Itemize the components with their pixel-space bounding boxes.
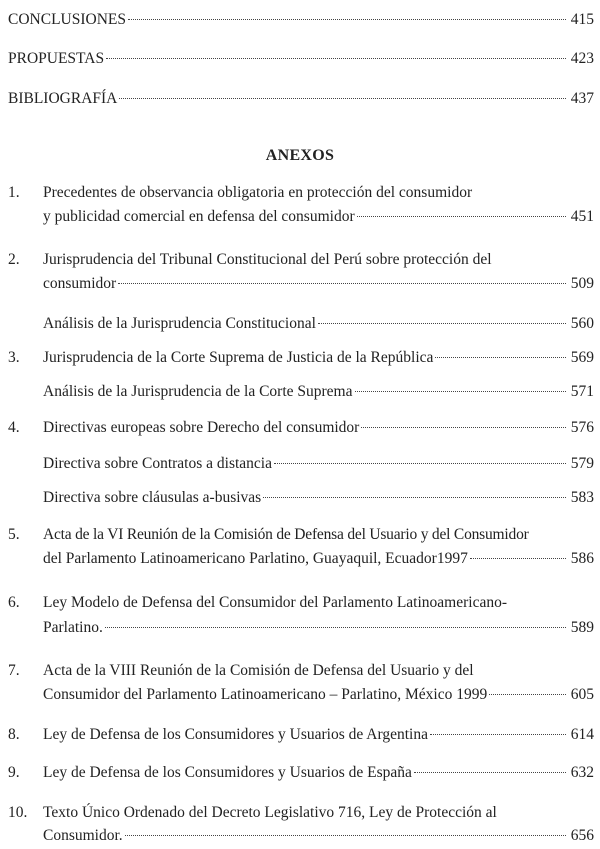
entry-number: 5. [8,526,20,543]
entry-title: BIBLIOGRAFÍA [8,90,118,107]
toc-subentry [0,381,600,403]
dot-leader [128,18,566,20]
toc-entry [0,9,600,31]
entry-title: Directiva sobre Contratos a distancia [43,455,272,472]
toc-entry-last-line [0,825,600,847]
entry-title: y publicidad comercial en defensa del consumidor [43,208,355,225]
toc-entry-last-line [0,617,600,639]
entry-number: 9. [8,764,20,781]
toc-entry [0,762,600,784]
entry-page: 614 [570,726,594,743]
dot-leader [430,733,566,735]
entry-title-line: Acta de la VIII Reunión de la Comisión de Defensa del Usuario y del [43,662,474,679]
dot-leader [357,215,566,217]
dot-leader [274,462,566,464]
entry-page: 560 [570,315,594,332]
dot-leader [318,322,566,324]
entry-title: Jurisprudencia de la Corte Suprema de Justicia de la República [43,349,434,366]
entry-title-line: Jurisprudencia del Tribunal Constitucional del Perú sobre protección del [43,251,492,268]
dot-leader [106,57,566,59]
toc-entry-last-line [0,548,600,570]
dot-leader [435,356,566,358]
entry-page: 605 [570,686,594,703]
entry-title: Ley de Defensa de los Consumidores y Usuarios de España [43,764,412,781]
entry-page: 656 [570,827,594,844]
annex-heading: ANEXOS [265,147,335,164]
entry-title-line: Precedentes de observancia obligatoria en protección del consumidor [43,184,473,201]
toc-entry-last-line [0,684,600,706]
toc-subentry [0,487,600,509]
dot-leader [489,693,566,695]
entry-title: Ley de Defensa de los Consumidores y Usuarios de Argentina [43,726,428,743]
entry-page: 423 [570,50,594,67]
toc-subentry [0,313,600,335]
dot-leader [118,282,566,284]
entry-number: 4. [8,419,20,436]
toc-entry [0,417,600,439]
entry-title: consumidor [43,275,117,292]
toc-entry [0,524,600,546]
entry-number: 10. [8,804,28,821]
entry-page: 583 [570,489,594,506]
entry-title: Análisis de la Jurisprudencia de la Corte Suprema [43,383,353,400]
entry-number: 3. [8,349,20,366]
entry-page: 632 [570,764,594,781]
entry-page: 571 [570,383,594,400]
entry-title-line: Acta de la VI Reunión de la Comisión de Defensa del Usuario y del Consumidor [43,526,529,543]
entry-title: Parlatino. [43,619,103,636]
toc-entry [0,724,600,746]
entry-title: Consumidor. [43,827,123,844]
entry-title: PROPUESTAS [8,50,105,67]
entry-number: 2. [8,251,20,268]
dot-leader [119,97,566,99]
toc-entry [0,182,600,204]
dot-leader [125,834,566,836]
entry-page: 437 [570,90,594,107]
toc-entry-last-line [0,206,600,228]
entry-page: 579 [570,455,594,472]
entry-number: 1. [8,184,20,201]
toc-entry [0,249,600,271]
entry-page: 509 [570,275,594,292]
entry-title: Análisis de la Jurisprudencia Constitucional [43,315,316,332]
dot-leader [470,557,566,559]
toc-entry [0,347,600,369]
entry-title-line: Ley Modelo de Defensa del Consumidor del Parlamento Latinoamericano- [43,594,507,611]
entry-title: del Parlamento Latinoamericano Parlatino, Guayaquil, Ecuador1997 [43,550,468,567]
dot-leader [355,390,567,392]
toc-entry [0,802,600,824]
entry-page: 451 [570,208,594,225]
entry-title: Directiva sobre cláusulas a-busivas [43,489,262,506]
toc-entry [0,48,600,70]
entry-number: 7. [8,662,20,679]
entry-page: 586 [570,550,594,567]
entry-number: 8. [8,726,20,743]
dot-leader [361,426,566,428]
entry-title-line: Texto Único Ordenado del Decreto Legislativo 716, Ley de Protección al [43,804,497,821]
dot-leader [263,496,566,498]
entry-page: 569 [570,349,594,366]
entry-number: 6. [8,594,20,611]
dot-leader [414,771,566,773]
toc-entry [0,592,600,614]
entry-page: 415 [570,11,594,28]
entry-title: Consumidor del Parlamento Latinoamericano – Parlatino, México 1999 [43,686,488,703]
toc-entry [0,660,600,682]
entry-title: Directivas europeas sobre Derecho del consumidor [43,419,360,436]
entry-page: 576 [570,419,594,436]
toc-entry-last-line [0,273,600,295]
entry-title: CONCLUSIONES [8,11,126,28]
toc-subentry [0,453,600,475]
toc-entry [0,88,600,110]
entry-page: 589 [570,619,594,636]
dot-leader [105,626,566,628]
